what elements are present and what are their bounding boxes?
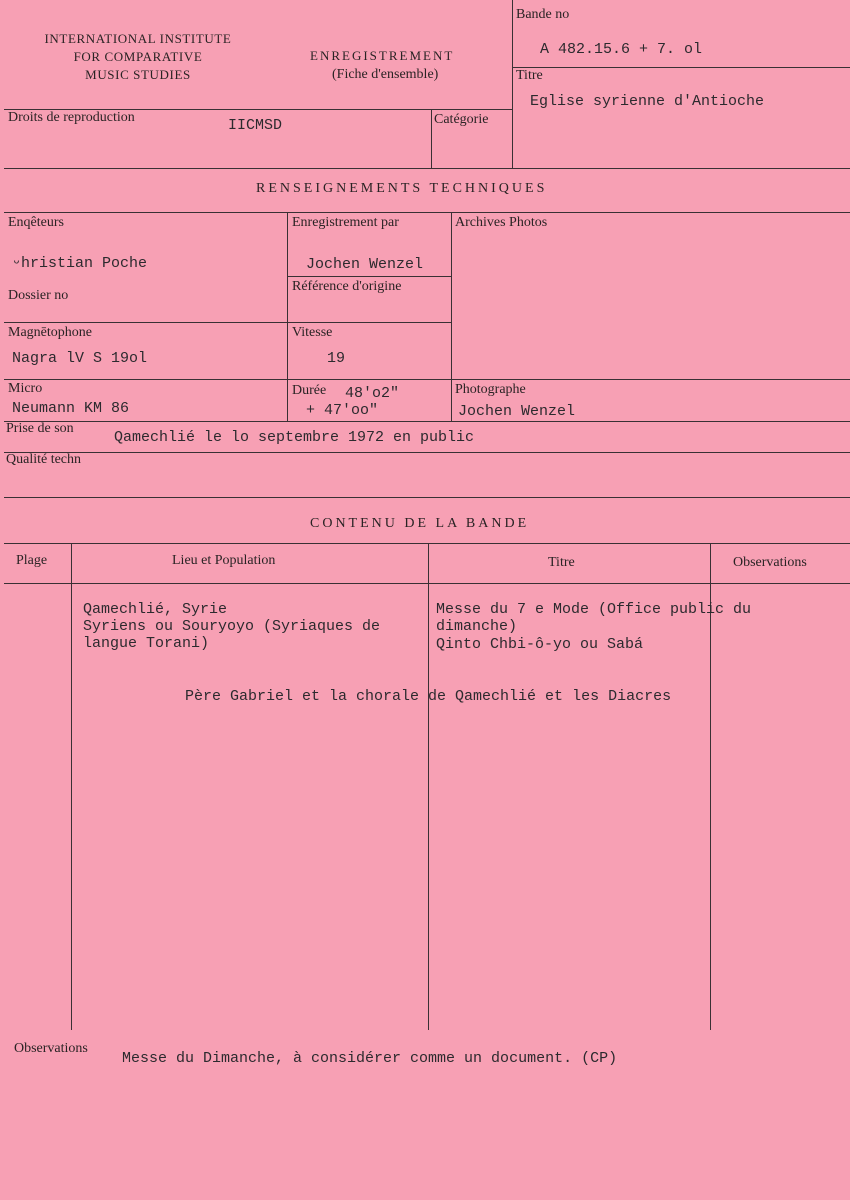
prise-label: Prise de son [6,421,74,436]
enqueteurs-value: ᵕhristian Poche [12,255,148,272]
prise-value: Qamechlié le lo septembre 1972 en public [114,429,475,446]
col-lieu-header: Lieu et Population [172,553,276,568]
dossier-label: Dossier no [8,288,69,303]
vitesse-label: Vitesse [292,325,333,340]
enregistrement-label: Enregistrement par [292,215,399,230]
lieu-line-2: Syriens ou Souryoyo (Syriaques de [83,618,381,635]
titre-line-2: dimanche) [436,618,518,635]
prise-rule [4,421,850,422]
duree-label: Durée [292,383,327,398]
tech-col1-divider [287,212,288,421]
categorie-divider [431,109,432,168]
contents-col1-divider [71,543,72,1030]
contents-header-bottom-rule [4,583,850,584]
col-observations-header: Observations [733,555,807,570]
reference-label: Référence d'origine [292,279,402,294]
tech-top-rule [4,168,850,169]
vitesse-value: 19 [327,350,346,367]
duree-value-2: + 47'oo" [306,402,379,419]
form-title: ENREGISTREMENT [310,48,455,63]
magnetophone-value: Nagra lV S 19ol [12,350,148,367]
institute-line-2: FOR COMPARATIVE [73,49,203,64]
observations-label: Observations [14,1041,88,1056]
lieu-line-1: Qamechlié, Syrie [83,601,228,618]
contents-section-title: CONTENU DE LA BANDE [310,516,530,531]
titre-line-1: Messe du 7 e Mode (Office public du [436,601,752,618]
droits-value: IICMSD [228,117,283,134]
titre-rule [512,67,850,68]
institute-line-3: MUSIC STUDIES [85,67,191,82]
titre-label: Titre [516,68,543,83]
archives-label: Archives Photos [455,215,548,230]
enregistrement-value: Jochen Wenzel [306,256,424,273]
droits-label: Droits de reproduction [8,110,135,125]
qualite-bottom-rule [4,497,850,498]
photographe-label: Photographe [455,382,526,397]
form-subtitle: (Fiche d'ensemble) [332,67,439,82]
photographe-value: Jochen Wenzel [458,403,576,420]
magnetophone-rule [4,322,451,323]
categorie-label: Catégorie [434,112,489,127]
duree-value-1: 48'o2" [345,385,400,402]
qualite-label: Qualité techn [6,452,82,467]
tech-col2-divider [451,212,452,421]
contents-col2-divider [428,543,429,1030]
micro-value: Neumann KM 86 [12,400,130,417]
bande-value: A 482.15.6 + 7. ol [540,41,703,58]
observations-value: Messe du Dimanche, à considérer comme un document. (CP) [122,1050,618,1067]
header-divider-right [512,0,513,168]
institute-name [10,30,266,84]
titre-line-3: Qinto Chbi-ô-yo ou Sabá [436,636,644,653]
tech-section-title: RENSEIGNEMENTS TECHNIQUES [256,181,548,196]
bande-label: Bande no [516,7,570,22]
micro-label: Micro [8,381,43,396]
tech-grid-top-rule [4,212,850,213]
contents-header-top-rule [4,543,850,544]
performers-line: Père Gabriel et la chorale de Qamechlié et les Diacres [185,688,672,705]
enqueteurs-label: Enqêteurs [8,215,64,230]
reference-rule [287,276,451,277]
col-plage-header: Plage [16,553,48,568]
titre-value: Eglise syrienne d'Antioche [530,93,765,110]
col-titre-header: Titre [548,555,575,570]
micro-rule [4,379,850,380]
qualite-rule [4,452,850,453]
magnetophone-label: Magnētophone [8,325,92,340]
institute-line-1: INTERNATIONAL INSTITUTE [44,31,232,46]
lieu-line-3: langue Torani) [83,635,210,652]
